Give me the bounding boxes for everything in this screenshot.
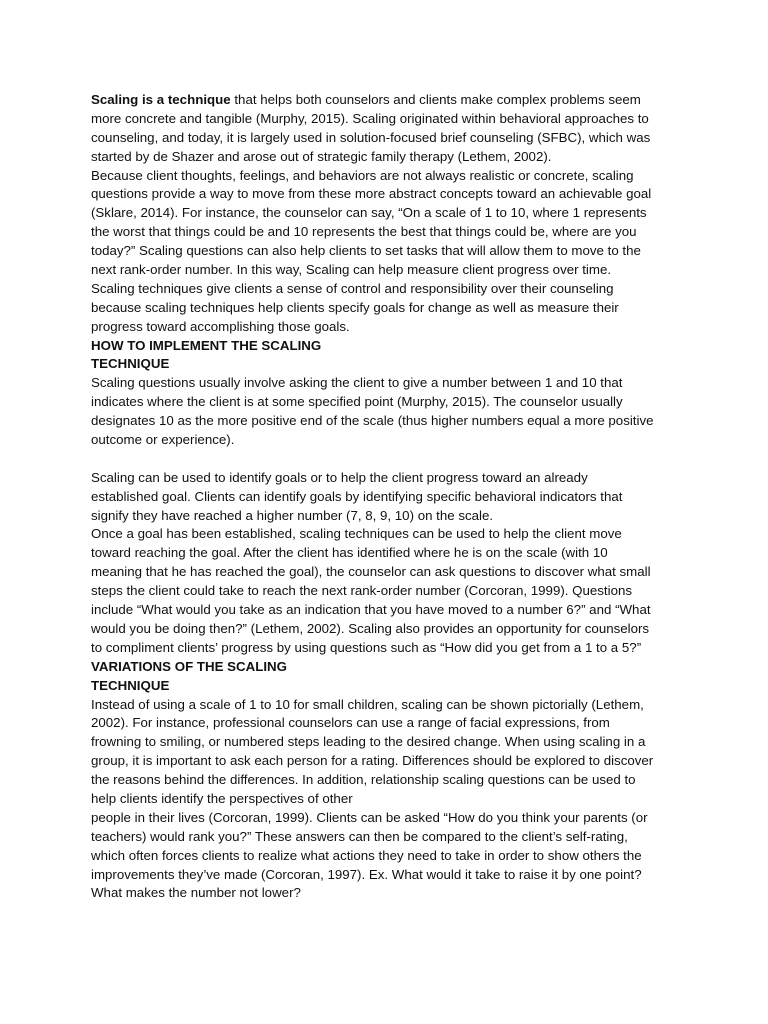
text-line: people in their lives (Corcoran, 1999). Clients can be asked “How do you think your parents (or (91, 809, 648, 825)
text-line: next rank-order number. In this way, Scaling can help measure client progress over time. (91, 262, 612, 278)
section-heading-continued: TECHNIQUE (91, 356, 170, 372)
paragraph-intro-line-1 (91, 91, 683, 110)
text-line: (Sklare, 2014). For instance, the counselor can say, “On a scale of 1 to 10, where 1 represents (91, 205, 647, 221)
text-line: designates 10 as the more positive end of the scale (thus higher numbers equal a more positive (91, 413, 654, 429)
blank-line (91, 450, 683, 469)
text-line: group, it is important to ask each person for a rating. Differences should be explored to discover (91, 753, 654, 769)
text-line: questions provide a way to move from these more abstract concepts toward an achievable goal (91, 186, 652, 202)
text-line: toward reaching the goal. After the client has identified where he is on the scale (with 10 (91, 545, 608, 561)
text-line: 2002). For instance, professional counselors can use a range of facial expressions, from (91, 715, 610, 731)
text-line: started by de Shazer and arose out of strategic family therapy (Lethem, 2002). (91, 148, 552, 164)
text-line: progress toward accomplishing those goals. (91, 318, 350, 334)
text-line: would you be doing then?” (Lethem, 2002). Scaling also provides an opportunity for counselors (91, 620, 650, 636)
text-line: established goal. Clients can identify goals by identifying specific behavioral indicators that (91, 488, 623, 504)
section-heading: HOW TO IMPLEMENT THE SCALING (91, 337, 322, 353)
text-line: Scaling techniques give clients a sense of control and responsibility over their counseling (91, 280, 614, 296)
text-line: because scaling techniques help clients specify goals for change as well as measure their (91, 299, 619, 315)
text-line: counseling, and today, it is largely used in solution-focused brief counseling (SFBC), which was (91, 129, 651, 145)
text-line: meaning that he has reached the goal), the counselor can ask questions to discover what small (91, 564, 651, 580)
text-line: Once a goal has been established, scaling techniques can be used to help the client move (91, 526, 622, 542)
intro-line-1-text: that helps both counselors and clients make complex problems seem (230, 92, 641, 107)
document-page (91, 91, 683, 903)
text-line: improvements they’ve made (Corcoran, 1997). Ex. What would it take to raise it by one point? (91, 866, 642, 882)
text-line: indicates where the client is at some specified point (Murphy, 2015). The counselor usually (91, 394, 623, 410)
text-line: to compliment clients’ progress by using questions such as “How did you get from a 1 to a 5?” (91, 639, 642, 655)
text-line: which often forces clients to realize what actions they need to take in order to show others the (91, 847, 642, 863)
text-line: Because client thoughts, feelings, and behaviors are not always realistic or concrete, scaling (91, 167, 634, 183)
text-line: more concrete and tangible (Murphy, 2015). Scaling originated within behavioral approaches to (91, 110, 649, 126)
text-line: today?” Scaling questions can also help clients to set tasks that will allow them to move to the (91, 243, 641, 259)
text-line: teachers) would rank you?” These answers can then be compared to the client’s self-rating, (91, 828, 628, 844)
text-line: frowning to smiling, or numbered steps leading to the desired change. When using scaling in a (91, 734, 646, 750)
text-line: outcome or experience). (91, 432, 235, 448)
text-line: include “What would you take as an indication that you have moved to a number 6?” and “What (91, 602, 651, 618)
text-line: the reasons behind the differences. In addition, relationship scaling questions can be used to (91, 772, 636, 788)
section-heading-continued: TECHNIQUE (91, 677, 170, 693)
text-line: the worst that things could be and 10 represents the best that things could be, where are you (91, 224, 637, 240)
section-heading: VARIATIONS OF THE SCALING (91, 658, 288, 674)
lead-term: Scaling is a technique (91, 92, 231, 107)
text-line: Scaling questions usually involve asking the client to give a number between 1 and 10 that (91, 375, 623, 391)
text-line: signify they have reached a higher number (7, 8, 9, 10) on the scale. (91, 507, 494, 523)
text-line: Instead of using a scale of 1 to 10 for small children, scaling can be shown pictorially (Lethem, (91, 696, 644, 712)
text-line: help clients identify the perspectives of other (91, 790, 353, 806)
text-line: steps the client could take to reach the next rank-order number (Corcoran, 1999). Questions (91, 583, 633, 599)
text-line: What makes the number not lower? (91, 885, 301, 901)
text-line: Scaling can be used to identify goals or to help the client progress toward an already (91, 469, 588, 485)
